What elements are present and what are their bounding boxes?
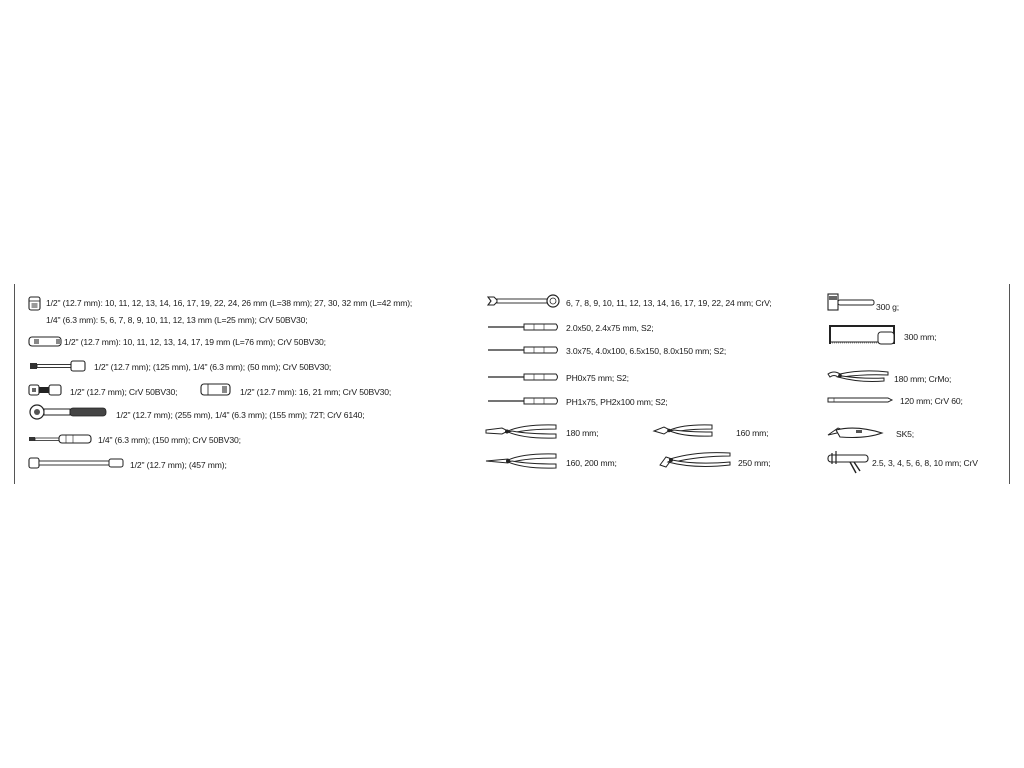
phillips-screwdriver-icon: [486, 396, 560, 406]
phillips-ph1-ph2-text: PH1x75, PH2x100 mm; S2;: [566, 397, 668, 407]
hex-keys-text: 2.5, 3, 4, 5, 6, 8, 10 mm; CrV: [872, 458, 978, 468]
hacksaw-icon: [826, 322, 900, 348]
sockets-text-line2: 1/4" (6.3 mm): 5, 6, 7, 8, 9, 10, 11, 12, 13 mm (L=25 mm); CrV 50BV30;: [46, 315, 308, 325]
left-border-line: [14, 284, 15, 484]
breaker-bar-icon: [28, 456, 126, 470]
socket-icon: [28, 296, 42, 312]
ratchet-icon: [28, 404, 110, 420]
extensions-text: 1/2" (12.7 mm); (125 mm), 1/4" (6.3 mm); (50 mm); CrV 50BV30;: [94, 362, 332, 372]
chisel-icon: [826, 395, 894, 405]
hacksaw-text: 300 mm;: [904, 332, 937, 342]
spinner-handle-icon: [28, 433, 96, 445]
hex-key-set-icon: [824, 447, 872, 475]
utility-knife-icon: [826, 425, 886, 441]
spinner-text: 1/4" (6.3 mm); (150 mm); CrV 50BV30;: [98, 435, 241, 445]
screwdrivers-flat-text: 3.0x75, 4.0x100, 6.5x150, 8.0x150 mm; S2;: [566, 346, 727, 356]
diagonal-cutters-icon: [652, 422, 716, 440]
screwdrivers-small-text: 2.0x50, 2.4x75 mm, S2;: [566, 323, 654, 333]
hammer-text: 300 g;: [876, 302, 899, 312]
long-nose-pliers-icon: [484, 451, 560, 471]
breaker-bar-text: 1/2" (12.7 mm); (457 mm);: [130, 460, 227, 470]
combination-pliers-icon: [484, 422, 560, 442]
universal-joint-icon: [28, 383, 66, 397]
water-pump-pliers-text: 250 mm;: [738, 458, 771, 468]
wrenches-text: 6, 7, 8, 9, 10, 11, 12, 13, 14, 16, 17, 19, 22, 24 mm; CrV;: [566, 298, 772, 308]
phillips-screwdriver-icon: [486, 372, 560, 382]
locking-pliers-text: 180 mm; CrMo;: [894, 374, 952, 384]
phillips-ph0-text: PH0x75 mm; S2;: [566, 373, 629, 383]
locking-pliers-icon: [826, 368, 892, 386]
diagonal-cutters-text: 160 mm;: [736, 428, 769, 438]
combination-pliers-text: 180 mm;: [566, 428, 599, 438]
combination-wrench-icon: [486, 294, 562, 308]
screwdriver-icon: [486, 345, 560, 355]
right-border-line: [1009, 284, 1010, 484]
extension-bar-icon: [28, 360, 90, 372]
ratchets-text: 1/2" (12.7 mm); (255 mm), 1/4" (6.3 mm); (155 mm); 72T; CrV 6140;: [116, 410, 365, 420]
sockets-text-line1: 1/2" (12.7 mm): 10, 11, 12, 13, 14, 16, 17, 19, 22, 24, 26 mm (L=38 mm); 27, 30, 32 mm (L=42 mm);: [46, 298, 413, 308]
universal-joint-text: 1/2" (12.7 mm); CrV 50BV30;: [70, 387, 178, 397]
deep-socket-icon: [28, 336, 66, 348]
spark-plug-socket-icon: [200, 383, 234, 397]
water-pump-pliers-icon: [656, 447, 734, 471]
screwdriver-icon: [486, 322, 560, 332]
spark-plug-sockets-text: 1/2" (12.7 mm): 16, 21 mm; CrV 50BV30;: [240, 387, 392, 397]
knife-text: SK5;: [896, 429, 915, 439]
hammer-icon: [826, 292, 876, 314]
chisel-text: 120 mm; CrV 60;: [900, 396, 963, 406]
deep-sockets-text: 1/2" (12.7 mm): 10, 11, 12, 13, 14, 17, 19 mm (L=76 mm); CrV 50BV30;: [64, 337, 326, 347]
long-nose-pliers-text: 160, 200 mm;: [566, 458, 617, 468]
